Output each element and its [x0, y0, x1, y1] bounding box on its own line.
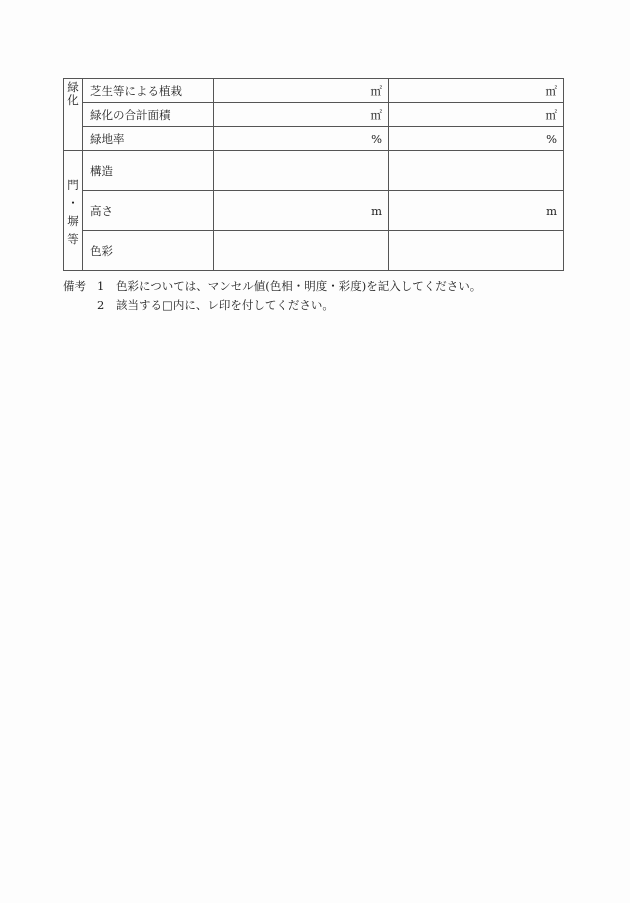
note-number: 2 — [97, 298, 105, 312]
notes-heading-spacer — [63, 296, 97, 315]
category-char: 等 — [67, 231, 79, 246]
value-cell[interactable]: ㎡ — [214, 79, 389, 103]
category-char: 門 — [67, 177, 79, 192]
category-char: 緑 — [67, 80, 79, 94]
value-cell[interactable]: ㎡ — [389, 103, 564, 127]
value-cell[interactable]: % — [214, 127, 389, 151]
row-label: 高さ — [83, 191, 214, 231]
table-row — [64, 151, 564, 191]
table-row — [64, 103, 564, 127]
note-number: 1 — [97, 279, 105, 293]
table-row — [64, 127, 564, 151]
note-text: 色彩については、マンセル値(色相・明度・彩度)を記入してください。 — [116, 279, 482, 293]
value-cell[interactable] — [214, 231, 389, 271]
value-cell[interactable] — [389, 151, 564, 191]
table-row — [64, 79, 564, 103]
site-form-table — [63, 78, 564, 271]
row-label: 緑地率 — [83, 127, 214, 151]
table-row — [64, 191, 564, 231]
note-line — [63, 277, 481, 296]
category-char: 化 — [67, 93, 79, 107]
category-gate-fence — [64, 151, 83, 271]
value-cell[interactable]: ㎡ — [214, 103, 389, 127]
category-char: ・ — [67, 195, 79, 210]
category-char: 塀 — [67, 213, 79, 228]
value-cell[interactable]: m — [214, 191, 389, 231]
row-label: 色彩 — [83, 231, 214, 271]
value-cell[interactable] — [214, 151, 389, 191]
row-label: 構造 — [83, 151, 214, 191]
notes-heading: 備考 — [63, 279, 86, 293]
value-cell[interactable]: ㎡ — [389, 79, 564, 103]
value-cell[interactable] — [389, 231, 564, 271]
value-cell[interactable]: % — [389, 127, 564, 151]
row-label: 緑化の合計面積 — [83, 103, 214, 127]
note-text: 該当する□内に、レ印を付してください。 — [116, 298, 334, 312]
notes-section — [63, 277, 481, 315]
category-greening — [64, 79, 83, 151]
table-row — [64, 231, 564, 271]
row-label: 芝生等による植栽 — [83, 79, 214, 103]
value-cell[interactable]: m — [389, 191, 564, 231]
note-line — [63, 296, 481, 315]
